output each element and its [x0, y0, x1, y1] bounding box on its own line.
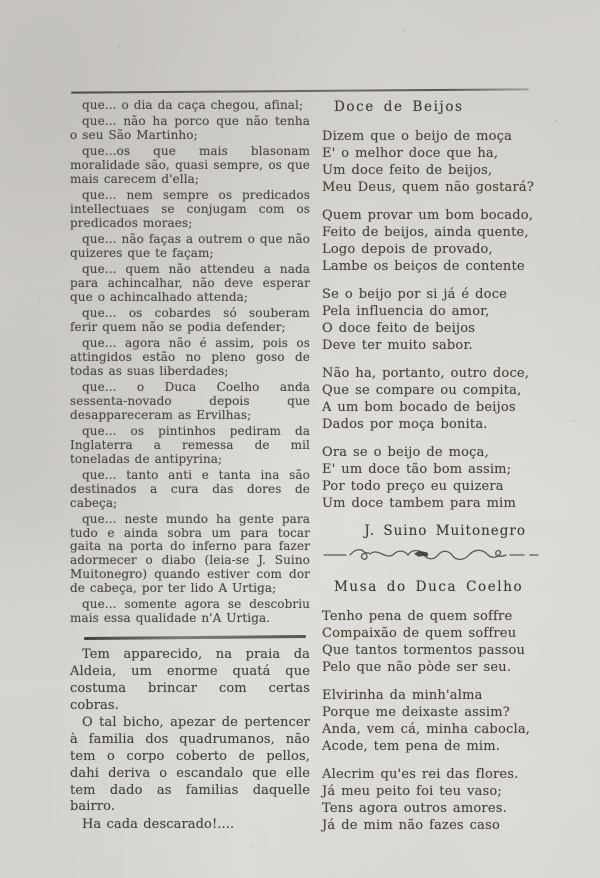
- poem-line: E' o melhor doce que ha,: [322, 146, 499, 161]
- news-paragraph: O tal bicho, apezar de pertencer à familia dos quadrumanos, não tem o corpo coberto de pellos, dahi deriva o escandalo que elle tem dado as familias daquelle bairro.: [70, 715, 310, 815]
- section-divider-rule: [84, 635, 306, 639]
- scroll-flourish-ornament-icon: [322, 545, 540, 565]
- poem-line: Que se compare ou compita,: [322, 383, 522, 398]
- poem-line: Tenho pena de quem soffre: [322, 609, 513, 624]
- poem-line: Por todo preço eu quizera: [322, 479, 504, 494]
- news-paragraph: Tem apparecido, na praia da Aldeia, um enorme quatá que costuma brincar com certas cobras.: [70, 647, 310, 713]
- que-paragraph: que... os cobardes só souberam ferir quem não se podia defender;: [70, 306, 310, 334]
- poem-line: O doce feito de beijos: [322, 321, 476, 336]
- que-paragraph-list: [70, 99, 310, 626]
- right-column: [322, 99, 540, 845]
- stanza: [322, 766, 540, 834]
- top-rule: [71, 88, 529, 93]
- poem-line: Se o beijo por si já é doce: [322, 287, 508, 302]
- poem-line: Tens agora outros amores.: [322, 801, 507, 816]
- poem-line: Já meu peito foi teu vaso;: [322, 784, 502, 799]
- poem-signature: J. Suino Muitonegro: [364, 523, 526, 539]
- que-paragraph: que... quem não attendeu a nada para achincalhar, não deve esperar que o achincalhado attenda;: [70, 262, 310, 304]
- poem-line: Que tantos tormentos passou: [322, 643, 526, 658]
- poem-line: Não ha, portanto, outro doce,: [322, 366, 530, 381]
- poem-title-musa-do-duca-coelho: Musa do Duca Coelho: [334, 579, 524, 595]
- left-column: [70, 99, 310, 835]
- stanza: [322, 286, 540, 354]
- que-paragraph: que...os que mais blasonam moralidade são, quasi sempre, os que mais carecem d'ella;: [70, 144, 310, 186]
- poem-line: Lambe os beiços de contente: [322, 259, 525, 274]
- que-paragraph: que... não faças a outrem o que não quizeres que te façam;: [70, 232, 310, 260]
- poem-line: Dizem que o beijo de moça: [322, 129, 513, 144]
- que-paragraph: que... neste mundo ha gente para tudo e ainda sobra um para tocar gaita na porta do inferno para fazer adormecer o diabo (leia-se J. Suino Muitonegro) quando estiver com dor de cabeça, por ter lido A Urtiga;: [70, 511, 310, 595]
- poem-line: Quem provar um bom bocado,: [322, 208, 534, 223]
- poem-line: Compaixão de quem soffreu: [322, 626, 517, 641]
- poem-line: A um bom bocado de beijos: [322, 400, 516, 415]
- poem-line: Deve ter muito sabor.: [322, 338, 473, 353]
- que-paragraph: que... não ha porco que não tenha o seu São Martinho;: [70, 114, 310, 143]
- poem-line: Pelo que não pòde ser seu.: [322, 660, 512, 675]
- poem-line: Um doce tambem para mim: [322, 496, 517, 511]
- que-paragraph: que... somente agora se descobriu mais essa qualidade n'A Urtiga.: [70, 597, 310, 625]
- poem-musa-stanzas: [322, 608, 540, 834]
- poem-doce-stanzas: [322, 128, 540, 512]
- stanza: [322, 128, 540, 196]
- poem-line: Ora se o beijo de moça,: [322, 445, 489, 460]
- poem-title-doce-de-beijos: Doce de Beijos: [334, 99, 464, 115]
- news-paragraph: Ha cada descarado!....: [82, 817, 235, 833]
- que-paragraph: que... os pintinhos pediram da Inglaterra a remessa de mil toneladas de antipyrina;: [70, 424, 310, 466]
- poem-line: Alecrim qu'es rei das flores.: [322, 767, 519, 782]
- news-paragraph-list: [70, 647, 310, 834]
- que-paragraph: que... o dia da caça chegou, afinal;: [82, 98, 304, 112]
- poem-line: E' um doce tão bom assim;: [322, 462, 512, 477]
- poem-line: Pela influencia do amor,: [322, 304, 490, 319]
- que-paragraph: que... tanto anti e tanta ina são destinados a cura das dores de cabeça;: [70, 467, 310, 510]
- poem-line: Logo depois de provado,: [322, 242, 493, 257]
- poem-line: Meu Deus, quem não gostará?: [322, 180, 534, 195]
- stanza: [322, 608, 540, 676]
- poem-line: Acode, tem pena de mim.: [322, 739, 501, 754]
- stanza: [322, 365, 540, 433]
- poem-line: Feito de beijos, ainda quente,: [322, 225, 529, 240]
- stanza: [322, 207, 540, 275]
- poem-line: Anda, vem cá, minha cabocla,: [322, 722, 531, 737]
- poem-line: Elvirinha da minh'alma: [322, 688, 483, 703]
- paper-specks: [0, 0, 2, 2]
- poem-line: Um doce feito de beijos,: [322, 163, 493, 178]
- poem-line: Porque me deixaste assim?: [322, 705, 510, 720]
- que-paragraph: que... nem sempre os predicados intellectuaes se conjugam com os predicados moraes;: [70, 188, 310, 230]
- poem-line: Já de mim não fazes caso: [322, 818, 501, 833]
- que-paragraph: que... o Duca Coelho anda sessenta-novado depois que desappareceram as Ervilhas;: [70, 380, 310, 422]
- stanza: [322, 687, 540, 755]
- poem-line: Dados por moça bonita.: [322, 417, 488, 432]
- stanza: [322, 444, 540, 512]
- que-paragraph: que... agora não é assim, pois os attingidos estão no pleno goso de todas as suas liberdades;: [70, 336, 310, 378]
